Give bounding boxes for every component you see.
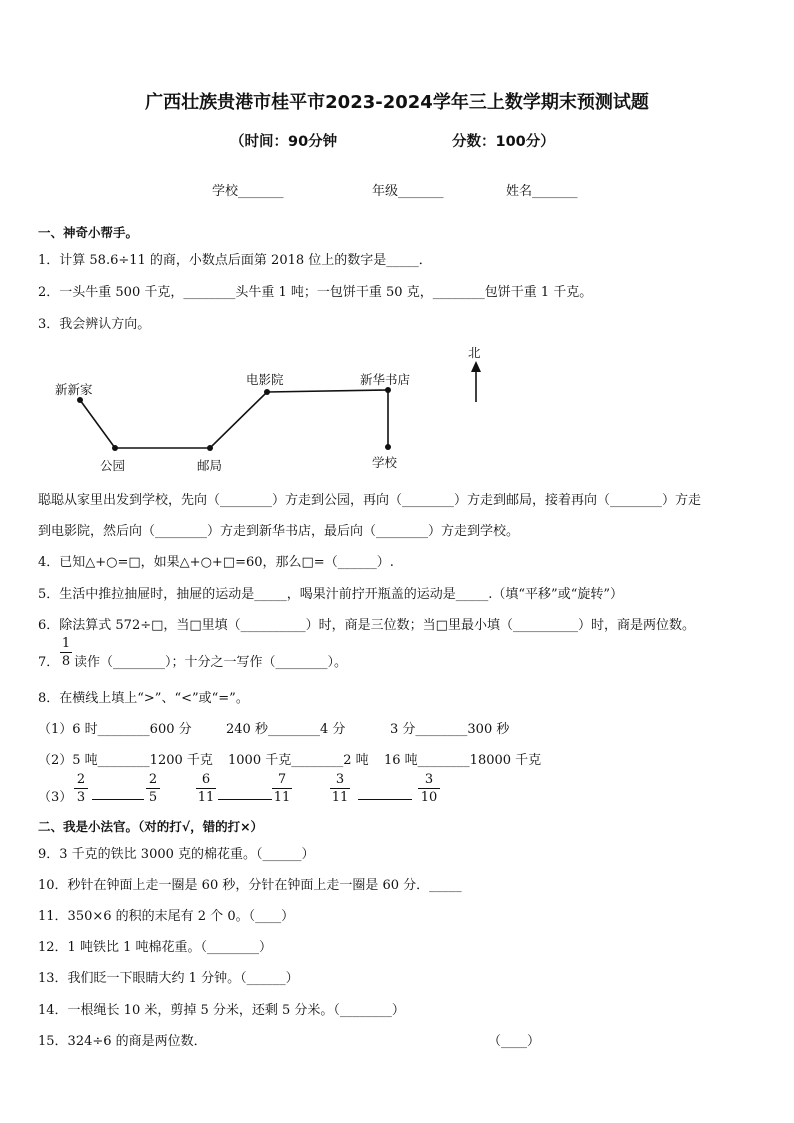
bookstore-label: 新华书店 xyxy=(360,372,411,387)
q8-fraction-3 xyxy=(196,772,216,805)
fraction-denominator: 11 xyxy=(197,790,215,805)
q8-row1-item2: 240 秒________4 分 xyxy=(226,722,346,737)
q8-fraction-2 xyxy=(146,772,160,805)
cinema-dot xyxy=(264,389,270,395)
fraction-bar xyxy=(330,788,350,789)
question-3-text-a: 聪聪从家里出发到学校，先向（________）方走到公园，再向（________）方走到邮局，接着再向（________）方走 xyxy=(38,493,702,508)
park-label: 公园 xyxy=(100,458,126,473)
q8-fraction-4 xyxy=(272,772,292,805)
fraction-denominator: 5 xyxy=(148,790,158,805)
q8-fraction-1 xyxy=(74,772,88,805)
question-15-blank: （____） xyxy=(488,1034,541,1049)
school-field: 学校_______ xyxy=(212,184,284,199)
fraction-denominator: 10 xyxy=(420,790,438,805)
grade-field: 年级_______ xyxy=(372,184,444,199)
question-13: 13．我们眨一下眼睛大约 1 分钟。（______） xyxy=(38,971,299,986)
fraction-numerator: 7 xyxy=(277,772,287,787)
q8-fraction-6 xyxy=(418,772,440,805)
question-1: 1．计算 58.6÷11 的商，小数点后面第 2018 位上的数字是_____． xyxy=(38,253,432,268)
question-6: 6．除法算式 572÷□，当□里填（__________）时，商是三位数；当□里最小填（__________）时，商是两位数。 xyxy=(38,618,695,633)
north-arrow-icon xyxy=(471,361,481,372)
fraction-numerator: 3 xyxy=(335,772,345,787)
question-7-text: 读作（________）；十分之一写作（________）。 xyxy=(74,655,348,670)
post-label: 邮局 xyxy=(197,458,223,473)
fraction-bar xyxy=(74,788,88,789)
post-dot xyxy=(207,445,213,451)
question-3-text-b: 到电影院，然后向（________）方走到新华书店，最后向（________）方走到学校。 xyxy=(38,524,520,539)
question-7-fraction xyxy=(60,636,72,669)
fraction-bar xyxy=(418,788,440,789)
question-2: 2．一头牛重 500 千克，________头牛重 1 吨；一包饼干重 50 克，________包饼干重 1 千克。 xyxy=(38,285,593,300)
fraction-denominator: 3 xyxy=(76,790,86,805)
question-3: 3．我会辨认方向。 xyxy=(38,317,151,332)
question-7-prefix: 7． xyxy=(38,655,60,670)
q8-row2-item3: 16 吨________18000 千克 xyxy=(384,753,542,768)
fraction-numerator: 2 xyxy=(76,772,86,787)
home-label: 新新家 xyxy=(55,382,93,397)
answer-blank xyxy=(358,799,412,800)
park-dot xyxy=(112,445,118,451)
q8-row2-item1: （2）5 吨________1200 千克 xyxy=(38,753,213,768)
route-line xyxy=(80,390,388,448)
section-2-title: 二、我是小法官。（对的打√，错的打×） xyxy=(38,819,264,834)
fraction-denominator: 11 xyxy=(331,790,349,805)
fraction-bar xyxy=(272,788,292,789)
fraction-numerator: 6 xyxy=(201,772,211,787)
fraction-denominator: 8 xyxy=(61,654,71,669)
fraction-denominator: 11 xyxy=(273,790,291,805)
question-4: 4．已知△+○=□，如果△+○+□=60，那么□=（______）. xyxy=(38,555,394,570)
question-15: 15．324÷6 的商是两位数． xyxy=(38,1034,207,1049)
fraction-numerator: 2 xyxy=(148,772,158,787)
cinema-label: 电影院 xyxy=(246,372,284,387)
question-5: 5．生活中推拉抽屉时，抽屉的运动是_____，喝果汁前拧开瓶盖的运动是_____.（填“平移”或“旋转”） xyxy=(38,587,623,602)
question-14: 14．一根绳长 10 米，剪掉 5 分米，还剩 5 分米。（________） xyxy=(38,1003,405,1018)
q8-row2-item2: 1000 千克________2 吨 xyxy=(228,753,369,768)
question-9: 9．3 千克的铁比 3000 克的棉花重。（______） xyxy=(38,847,315,862)
q8-fraction-5 xyxy=(330,772,350,805)
fraction-numerator: 3 xyxy=(424,772,434,787)
q8-row3-label: （3） xyxy=(38,790,73,805)
name-field: 姓名_______ xyxy=(506,184,578,199)
section-1-title: 一、神奇小帮手。 xyxy=(38,225,139,240)
school-dot xyxy=(385,444,391,450)
answer-blank xyxy=(218,799,272,800)
fraction-numerator: 1 xyxy=(61,636,71,651)
exam-score: 分数：100分） xyxy=(452,134,555,150)
question-8: 8．在横线上填上“>”、“<”或“=”。 xyxy=(38,691,249,706)
exam-time: （时间：90分钟 xyxy=(230,134,338,150)
question-12: 12．1 吨铁比 1 吨棉花重。（________） xyxy=(38,940,272,955)
q8-row1-item3: 3 分________300 秒 xyxy=(390,722,510,737)
page-title: 广西壮族贵港市桂平市2023-2024学年三上数学期末预测试题 xyxy=(145,92,649,113)
q8-row1-item1: （1）6 时________600 分 xyxy=(38,722,192,737)
north-label: 北 xyxy=(468,345,481,360)
fraction-bar xyxy=(196,788,216,789)
question-10: 10．秒针在钟面上走一圈是 60 秒，分针在钟面上走一圈是 60 分．_____ xyxy=(38,878,462,893)
school-label: 学校 xyxy=(372,455,398,470)
answer-blank xyxy=(92,799,144,800)
fraction-bar xyxy=(60,652,72,653)
fraction-bar xyxy=(146,788,160,789)
question-11: 11．350×6 的积的末尾有 2 个 0。（____） xyxy=(38,909,295,924)
